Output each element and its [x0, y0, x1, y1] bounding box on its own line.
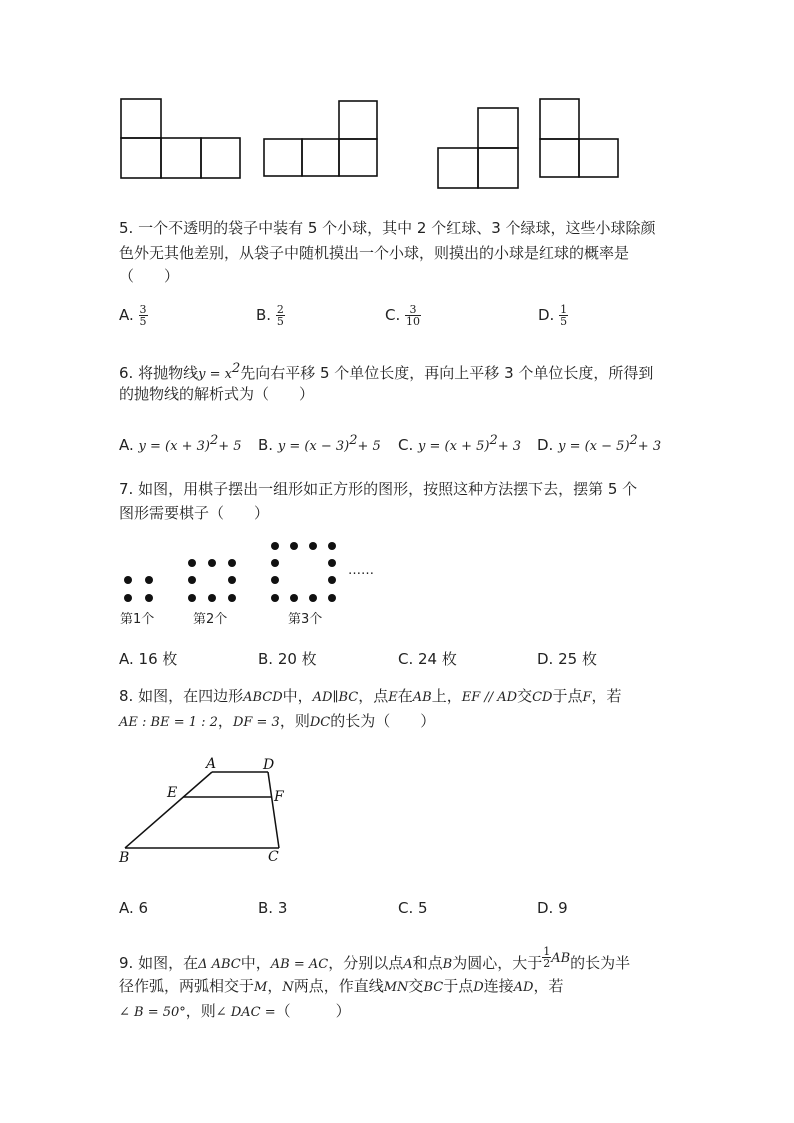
- label-c: C: [268, 849, 279, 865]
- q5-line-1: 5. 一个不透明的袋子中装有 5 个小球，其中 2 个红球、3 个绿球，这些小球除颜: [119, 219, 656, 237]
- q7-option-a[interactable]: A. 16 枚: [119, 650, 178, 668]
- q7-option-b[interactable]: B. 20 枚: [258, 650, 317, 668]
- q5-option-a[interactable]: A. $\frac{3}{5}$: [119, 303, 147, 328]
- q5-line-3: （ ）: [119, 267, 180, 285]
- dot-patterns: [115, 535, 355, 605]
- caption-pattern-1: 第1个: [120, 612, 155, 627]
- label-f: F: [274, 789, 284, 805]
- q6-line-2: 的抛物线的解析式为（ ）: [119, 385, 315, 403]
- q5-option-b[interactable]: B. $\frac{2}{5}$: [256, 303, 284, 328]
- q6-option-a[interactable]: A. $y = (x + 3)^2+ 5$: [119, 433, 242, 454]
- q8-line-1: 8. 如图，在四边形ABCD中，AD∥BC，点E在AB上，EF // AD交CD于点F，若: [119, 687, 622, 705]
- q7-line-2: 图形需要棋子（ ）: [119, 504, 270, 522]
- q6-option-d[interactable]: D. $y = (x - 5)^2+ 3$: [537, 433, 662, 454]
- q6-option-c[interactable]: C. $y = (x + 5)^2+ 3$: [398, 433, 522, 454]
- caption-pattern-3: 第3个: [288, 612, 323, 627]
- fraction: $\frac{3}{5}$: [139, 303, 147, 328]
- label-b: B: [119, 850, 130, 866]
- q5-option-d[interactable]: D. $\frac{1}{5}$: [538, 303, 568, 328]
- q8-option-c[interactable]: C. 5: [398, 899, 428, 917]
- fraction: $\frac{1}{5}$: [560, 303, 568, 328]
- q7-line-1: 7. 如图，用棋子摆出一组形如正方形的图形，按照这种方法摆下去，摆第 5 个: [119, 480, 638, 498]
- q8-option-d[interactable]: D. 9: [537, 899, 568, 917]
- q7-option-d[interactable]: D. 25 枚: [537, 650, 597, 668]
- q8-line-2: AE : BE = 1 : 2，DF = 3，则DC的长为（ ）: [119, 712, 436, 730]
- ellipsis: ……: [348, 563, 374, 578]
- fraction: $\frac{2}{5}$: [276, 303, 284, 328]
- trapezoid-diagram: [110, 750, 310, 870]
- net-figures: [110, 92, 630, 197]
- q6-line-1: 6. 将抛物线$y = x^2$先向右平移 5 个单位长度，再向上平移 3 个单位长度，所得到: [119, 361, 654, 382]
- label-e: E: [167, 785, 178, 801]
- fraction: $\frac{3}{10}$: [406, 303, 421, 328]
- q5-line-2: 色外无其他差别，从袋子中随机摸出一个小球，则摸出的小球是红球的概率是: [119, 244, 630, 262]
- q7-option-c[interactable]: C. 24 枚: [398, 650, 457, 668]
- fraction-half: $\frac{1}{2}$: [543, 945, 551, 970]
- q5-option-c[interactable]: C. $\frac{3}{10}$: [385, 303, 421, 328]
- q9-line-3: ∠ B = 50°，则∠ DAC =（ ）: [119, 1002, 351, 1020]
- q6-option-b[interactable]: B. $y = (x - 3)^2+ 5$: [258, 433, 381, 454]
- caption-pattern-2: 第2个: [193, 612, 228, 627]
- q8-option-b[interactable]: B. 3: [258, 899, 288, 917]
- label-a: A: [206, 756, 217, 772]
- q9-line-2: 径作弧，两弧相交于M，N两点，作直线MN交BC于点D连接AD，若: [119, 977, 564, 995]
- label-d: D: [263, 757, 275, 773]
- q9-line-1: 9. 如图，在Δ ABC中，AB = AC，分别以点A和点B为圆心，大于 $\frac{1}{2}$ AB的长为半: [119, 945, 631, 972]
- q8-option-a[interactable]: A. 6: [119, 899, 149, 917]
